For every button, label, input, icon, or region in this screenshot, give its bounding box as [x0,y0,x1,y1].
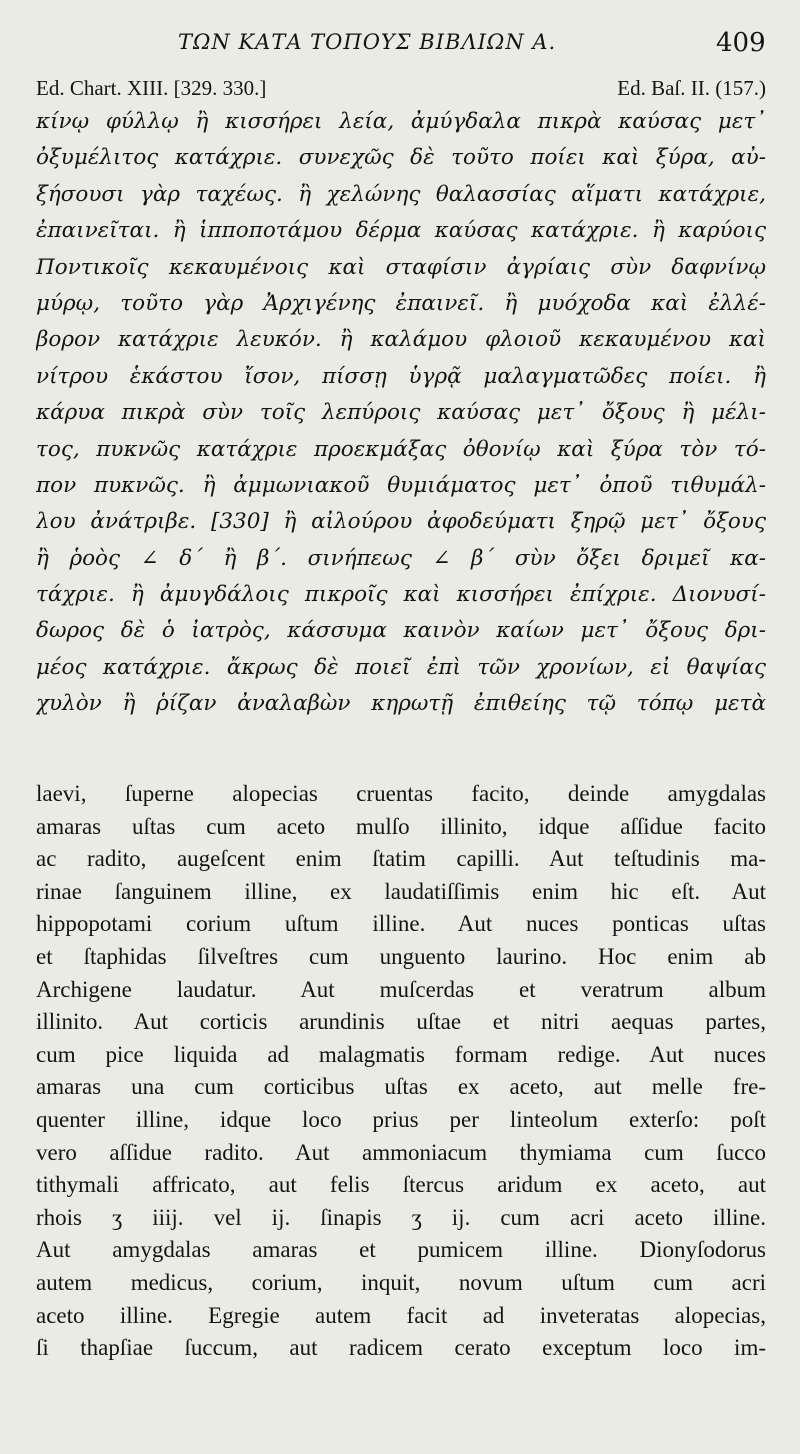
latin-text-line: Archigene laudatur. Aut muſcerdas et veratrum album [36,976,766,1002]
latin-text-line: et ſtaphidas ſilveſtres cum unguento laurino. Hoc enim ab [36,943,766,969]
greek-text-line: ξήσουσι γὰρ ταχέως. ἢ χελώνης θαλασσίας αἵματι κατάχριε, [36,181,766,207]
greek-text-line: χυλὸν ἢ ῥίζαν ἀναλαβὼν κηρωτῇ ἐπιθείης τῷ τόπῳ μετὰ [36,691,766,717]
greek-text-line: κίνῳ φύλλῳ ἢ κισσήρει λεία, ἀμύγδαλα πικρὰ καύσας μετ᾽ [36,109,766,134]
latin-text-line: vero aſſidue radito. Aut ammoniacum thymiama cum ſucco [36,1139,766,1165]
greek-text-line: πον πυκνῶς. ἢ ἀμμωνιακοῦ θυμιάματος μετ᾽ ὀποῦ τιθυμάλ- [36,472,766,498]
page-number: 409 [716,28,766,58]
greek-text-line: βορον κατάχριε λευκόν. ἢ καλάμου φλοιοῦ κεκαυμένου καὶ [36,327,766,353]
latin-text-line: hippopotami corium uſtum illine. Aut nuces ponticas uſtas [36,911,766,937]
greek-text-line: ἐπαινεῖται. ἢ ἱπποποτάμου δέρμα καύσας κατάχριε. ἢ καρύοις [36,218,766,244]
latin-text-line: quenter illine, idque loco prius per linteolum exterſo: poſt [36,1106,766,1132]
latin-text-line: ac radito, augeſcent enim ſtatim capilli. Aut teſtudinis ma- [36,846,766,872]
greek-text-line: ἢ ῥοὸς ∠ δ΄ ἢ β΄. σινήπεως ∠ β΄ σὺν ὄξει δριμεῖ κα- [36,545,766,571]
latin-text-line: Aut amygdalas amaras et pumicem illine. Dionyſodorus [36,1237,766,1263]
latin-text-line: ſi thapſiae ſuccum, aut radicem cerato exceptum loco im- [36,1335,766,1361]
latin-text-line: illinito. Aut corticis arundinis uſtae et nitri aequas partes, [36,1009,766,1035]
latin-text-line: rinae ſanguinem illine, ex laudatiſſimis enim hic eſt. Aut [36,878,766,904]
running-head [0,28,800,68]
greek-text-line: τος, πυκνῶς κατάχριε προεκμάξας ὀθονίῳ καὶ ξύρα τὸν τό- [36,436,766,462]
greek-text-line: κάρυα πικρὰ σὺν τοῖς λεπύροις καύσας μετ᾽ ὄξους ἢ μέλι- [36,400,766,426]
greek-text-line: Ποντικοῖς κεκαυμένοις καὶ σταφίσιν ἀγρίαις σὺν δαφνίνῳ [36,254,766,280]
running-head-title: ΤΩΝ ΚΑΤΑ ΤΟΠΟΥΣ ΒΙΒΛΙΩΝ Α. [178,30,557,54]
edition-basel-reference: Ed. Baſ. II. (157.) [617,76,766,100]
latin-text-line: cum pice liquida ad malagmatis formam redige. Aut nuces [36,1041,766,1067]
latin-text-line: tithymali affricato, aut felis ſtercus aridum ex aceto, aut [36,1172,766,1198]
latin-text-line: amaras una cum corticibus uſtas ex aceto, aut melle fre- [36,1074,766,1100]
greek-text-line: μύρῳ, τοῦτο γὰρ Ἀρχιγένης ἐπαινεῖ. ἢ μυόχοδα καὶ ἐλλέ- [36,290,766,316]
greek-text-line: λου ἀνάτριβε. [330] ἢ αἰλούρου ἀφοδεύματι ξηρῷ μετ᾽ ὄξους [36,509,766,535]
latin-text-line: amaras uſtas cum aceto mulſo illinito, idque aſſidue facito [36,813,766,839]
greek-text-line: τάχριε. ἢ ἀμυγδάλοις πικροῖς καὶ κισσήρει ἐπίχριε. Διονυσί- [36,582,766,608]
greek-text-line: μέος κατάχριε. ἄκρως δὲ ποιεῖ ἐπὶ τῶν χρονίων, εἰ θαψίας [36,654,766,680]
greek-text-block [36,104,766,723]
edition-chartier-reference: Ed. Chart. XIII. [329. 330.] [36,76,267,100]
greek-text-line: δωρος δὲ ὁ ἰατρὸς, κάσσυμα καινὸν καίων μετ᾽ ὄξους δρι- [36,618,766,644]
latin-text-line: autem medicus, corium, inquit, novum uſtum cum acri [36,1269,766,1295]
latin-text-block [36,778,766,1365]
greek-text-line: νίτρου ἑκάστου ἴσον, πίσσῃ ὑγρᾷ μαλαγματῶδες ποίει. ἢ [36,363,766,389]
latin-text-line: laevi, ſuperne alopecias cruentas facito, deinde amygdalas [36,781,766,806]
greek-text-line: ὀξυμέλιτος κατάχριε. συνεχῶς δὲ τοῦτο ποίει καὶ ξύρα, αὐ- [36,145,766,171]
latin-text-line: aceto illine. Egregie autem facit ad inveteratas alopecias, [36,1302,766,1328]
latin-text-line: rhois ʒ iiij. vel ij. ſinapis ʒ ij. cum acri aceto illine. [36,1204,766,1230]
edition-reference-line [36,76,766,104]
